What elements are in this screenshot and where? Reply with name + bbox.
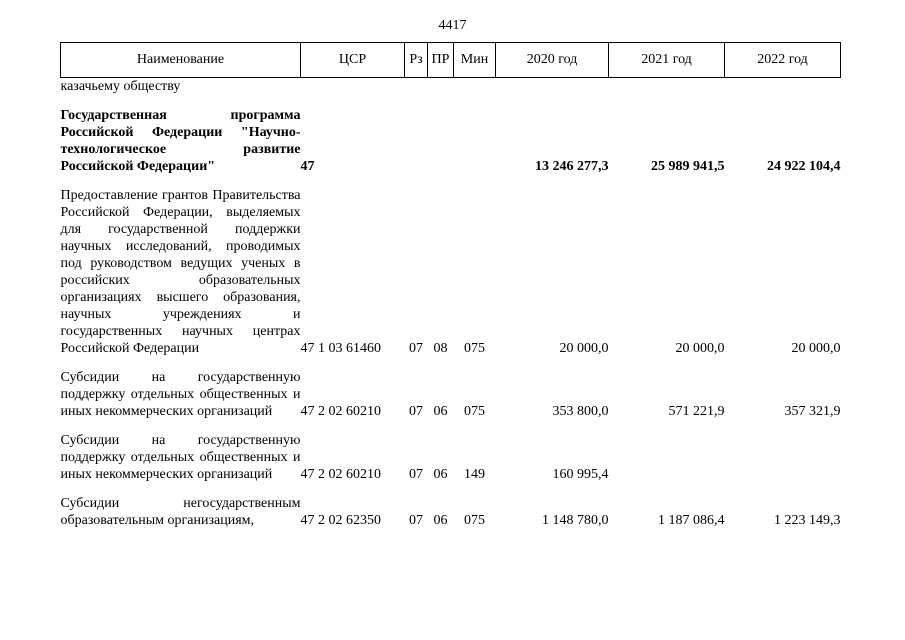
row-csr: 47 2 02 60210 [300,467,381,482]
row-csr: 47 2 02 60210 [300,404,381,419]
row-min: 075 [464,404,485,419]
row-rz: 07 [409,467,423,482]
row-pr: 06 [433,467,448,482]
row-2020: 20 000,0 [559,341,609,356]
row-2021 [609,432,725,483]
row-name: Субсидии на государственную поддержку отдельных общественных и иных некоммерческих организаций [60,433,301,482]
row-pr [428,78,454,96]
row-min: 075 [464,513,485,528]
row-2022 [725,432,841,483]
row-rz: 07 [409,513,423,528]
row-rz [405,78,428,96]
row-name: Субсидии на государственную поддержку отдельных общественных и иных некоммерческих организаций [60,370,301,419]
row-csr: 47 2 02 62350 [300,513,381,528]
row-2022: 357 321,9 [784,404,841,419]
row-pr: 06 [433,513,448,528]
row-min [454,78,496,96]
row-rz [405,107,428,175]
header-2021: 2021 год [609,43,725,78]
row-name: казачьему обществу [60,79,181,94]
row-min: 149 [464,467,485,482]
row-csr: 47 [300,159,315,174]
row-2020: 160 995,4 [552,467,609,482]
row-rz: 07 [409,404,423,419]
row-name: Государственная программа Российской Федерации "Научно-технологическое развитие Российской Федерации" [60,108,301,174]
header-name: Наименование [61,43,301,78]
row-2020 [496,78,609,96]
header-rz: Рз [405,43,428,78]
table-row [61,78,841,96]
table-row [61,107,841,175]
header-pr: ПР [428,43,454,78]
budget-table [60,42,841,529]
row-2022: 24 922 104,4 [767,159,841,174]
row-rz: 07 [409,341,423,356]
row-name: Субсидии негосударственным образовательным организациям, [60,496,301,528]
row-csr [301,78,405,96]
row-2022: 1 223 149,3 [774,513,841,528]
page-number: 4417 [438,18,467,33]
table-row [61,369,841,420]
row-2022 [725,78,841,96]
row-min [454,107,496,175]
row-2020: 353 800,0 [552,404,609,419]
row-min: 075 [464,341,485,356]
header-csr: ЦСР [301,43,405,78]
row-pr: 08 [433,341,448,356]
row-csr: 47 1 03 61460 [300,341,381,356]
header-2022: 2022 год [725,43,841,78]
row-2021: 571 221,9 [668,404,725,419]
row-2022: 20 000,0 [791,341,841,356]
header-min: Мин [454,43,496,78]
row-name: Предоставление грантов Правительства Российской Федерации, выделяемых для государственной поддержки научных исследований, проводимых под руководством ведущих ученых в российских образовательных организациях высшего образования, научных учреждениях и государственных научных центрах Российской Федерации [60,188,301,356]
table-row [61,432,841,483]
row-2021: 1 187 086,4 [658,513,725,528]
row-pr: 06 [433,404,448,419]
row-2020: 1 148 780,0 [542,513,609,528]
header-2020: 2020 год [496,43,609,78]
row-2020: 13 246 277,3 [535,159,609,174]
table-row [61,187,841,357]
table-header-row [61,43,841,78]
row-2021 [609,78,725,96]
table-row [61,495,841,529]
row-2021: 25 989 941,5 [651,159,725,174]
row-2021: 20 000,0 [675,341,725,356]
row-pr [428,107,454,175]
